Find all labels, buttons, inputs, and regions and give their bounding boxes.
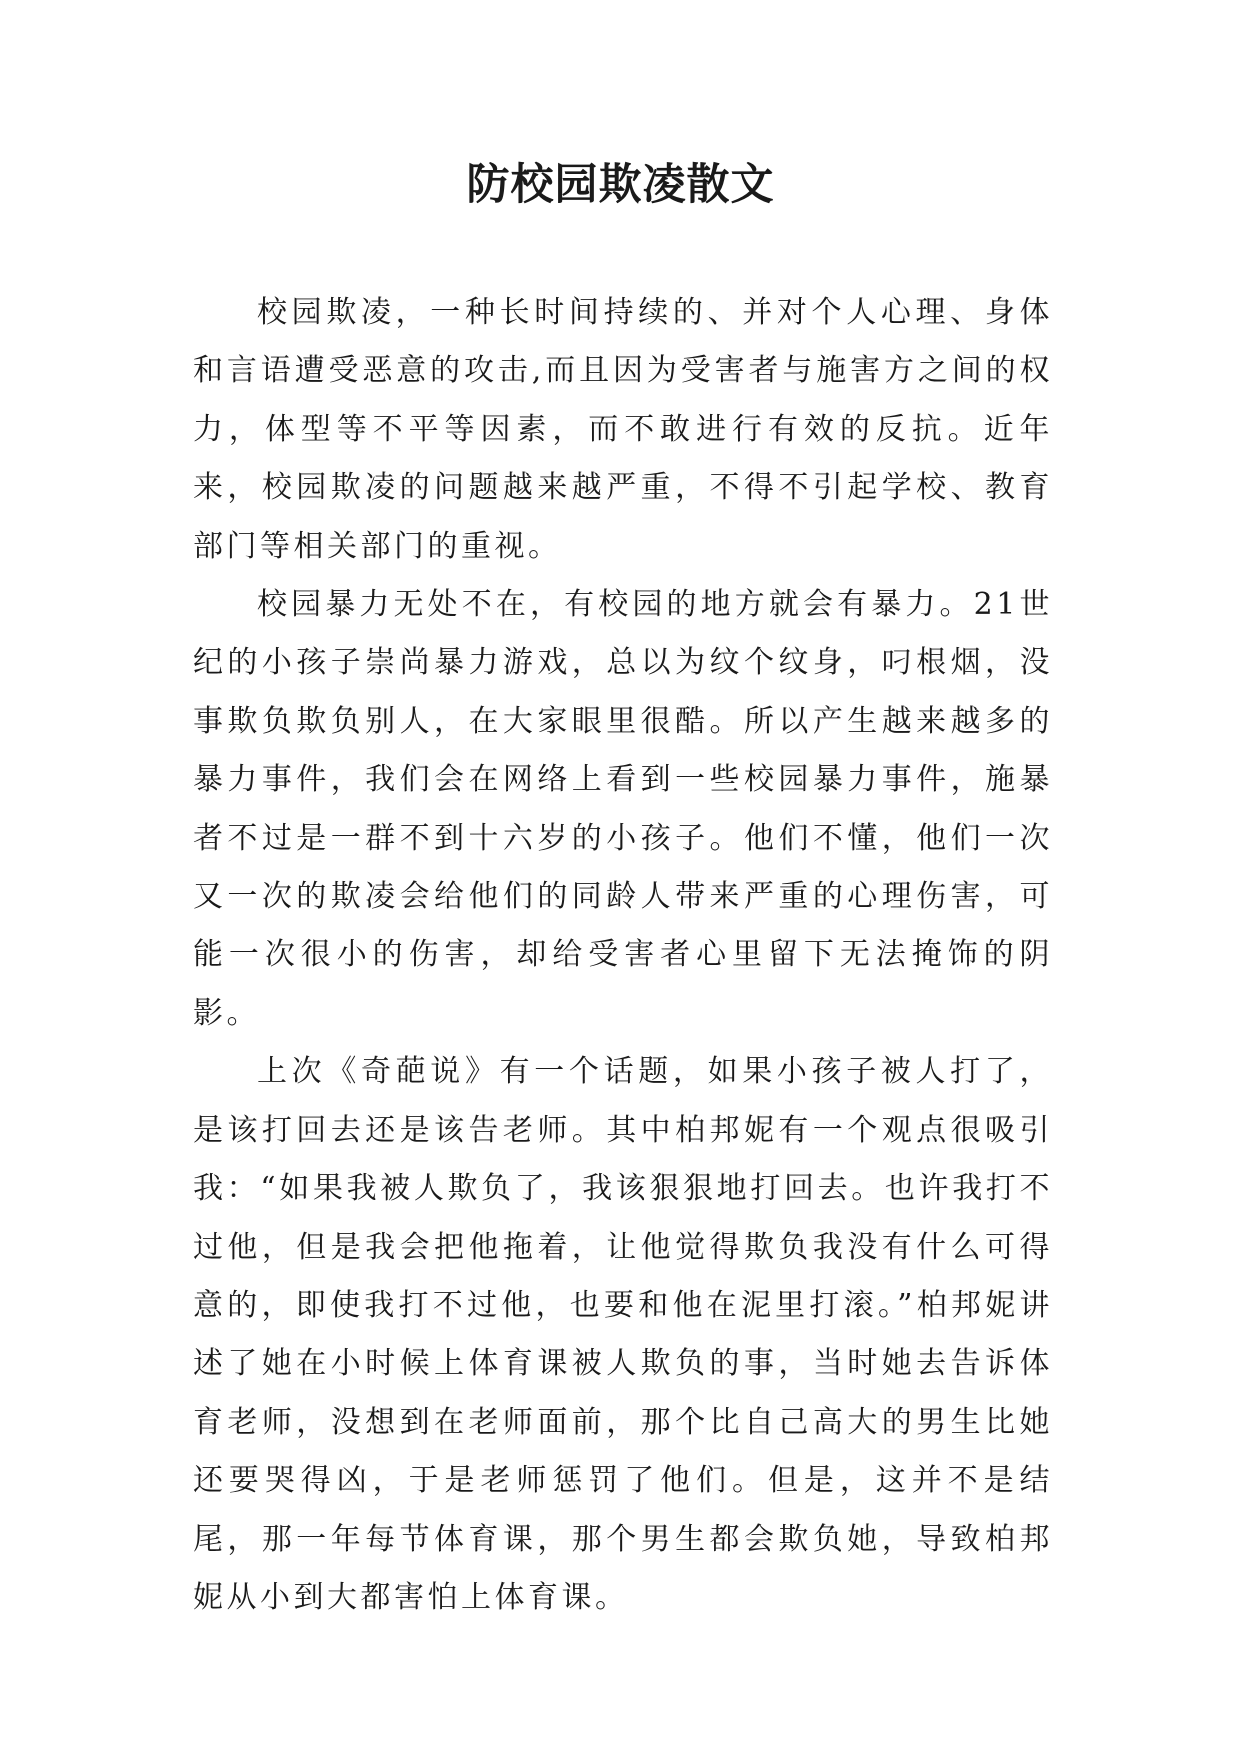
paragraph-2: 校园暴力无处不在，有校园的地方就会有暴力。21世纪的小孩子崇尚暴力游戏，总以为纹个纹身，叼根烟，没事欺负欺负别人，在大家眼里很酷。所以产生越来越多的暴力事件，我们会在网络上看到一些校园暴力事件，施暴者不过是一群不到十六岁的小孩子。他们不懂，他们一次又一次的欺凌会给他们的同龄人带来严重的心理伤害，可能一次很小的伤害，却给受害者心里留下无法掩饰的阴影。 <box>193 587 1053 1031</box>
paragraph-3: 上次《奇葩说》有一个话题，如果小孩子被人打了，是该打回去还是该告老师。其中柏邦妮有一个观点很吸引我：“如果我被人欺负了，我该狠狠地打回去。也许我打不过他，但是我会把他拖着，让他觉得欺负我没有什么可得意的，即使我打不过他，也要和他在泥里打滚。”柏邦妮讲述了她在小时候上体育课被人欺负的事，当时她去告诉体育老师，没想到在老师面前，那个比自己高大的男生比她还要哭得凶，于是老师惩罚了他们。但是，这并不是结尾，那一年每节体育课，那个男生都会欺负她，导致柏邦妮从小到大都害怕上体育课。 <box>193 1054 1053 1615</box>
paragraph-1: 校园欺凌，一种长时间持续的、并对个人心理、身体和言语遭受恶意的攻击,而且因为受害者与施害方之间的权力，体型等不平等因素，而不敢进行有效的反抗。近年来，校园欺凌的问题越来越严重，不得不引起学校、教育部门等相关部门的重视。 <box>193 295 1053 564</box>
document-title: 防校园欺凌散文 <box>466 160 775 210</box>
document-body <box>193 284 1053 1627</box>
